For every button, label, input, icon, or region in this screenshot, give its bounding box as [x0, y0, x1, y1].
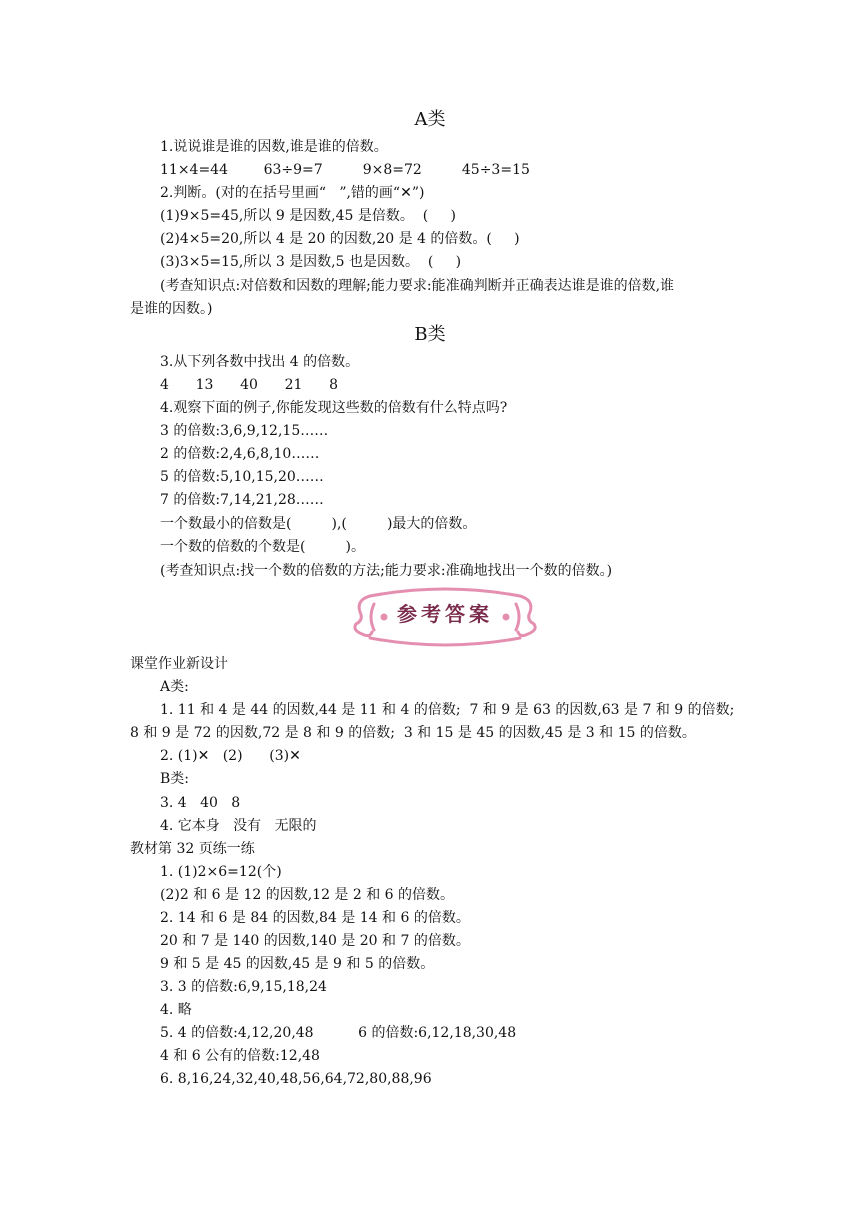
answer-t1-part2: (2)2 和 6 是 12 的因数,12 是 2 和 6 的倍数。: [160, 887, 455, 903]
example-multiples-2: 2 的倍数:2,4,6,8,10……: [160, 446, 320, 462]
question-1: 1.说说谁是谁的因数,谁是谁的倍数。: [160, 139, 388, 155]
answer-key-title: 参考答案: [397, 602, 493, 626]
answer-t6: 6. 8,16,24,32,40,48,56,64,72,80,88,96: [160, 1071, 432, 1087]
knowledge-note-1-cont: 是谁的因数。): [130, 301, 213, 317]
question-4: 4.观察下面的例子,你能发现这些数的倍数有什么特点吗?: [160, 400, 508, 416]
section-b-heading: B类: [414, 324, 446, 345]
answers-b-label: B类:: [160, 771, 190, 787]
question-3-numbers: 4 13 40 21 8: [160, 377, 339, 393]
answer-a1-cont: 8 和 9 是 72 的因数,72 是 8 和 9 的倍数; 3 和 15 是 45 的因数,45 是 3 和 15 的倍数。: [130, 725, 696, 741]
example-multiples-3: 3 的倍数:3,6,9,12,15……: [160, 423, 329, 439]
answers-title-classwork: 课堂作业新设计: [130, 656, 228, 672]
answer-t2-c: 9 和 5 是 45 的因数,45 是 9 和 5 的倍数。: [160, 956, 435, 972]
question-2-item-3: (3)3×5=15,所以 3 是因数,5 也是因数。 ( ): [160, 254, 462, 270]
answer-t2-b: 20 和 7 是 140 的因数,140 是 20 和 7 的倍数。: [160, 933, 470, 949]
fill-blank-1: 一个数最小的倍数是( ),( )最大的倍数。: [160, 516, 477, 532]
question-3: 3.从下列各数中找出 4 的倍数。: [160, 354, 360, 370]
answer-t2: 2. 14 和 6 是 84 的因数,84 是 14 和 6 的倍数。: [160, 910, 470, 926]
answer-t4: 4. 略: [160, 1002, 192, 1018]
question-2-item-2: (2)4×5=20,所以 4 是 20 的因数,20 是 4 的倍数。( ): [160, 231, 520, 247]
knowledge-note-1: (考查知识点:对倍数和因数的理解;能力要求:能准确判断并正确表达谁是谁的倍数,谁: [160, 278, 675, 294]
answer-t3: 3. 3 的倍数:6,9,15,18,24: [160, 979, 327, 995]
answer-a2: 2. (1)✕ (2) (3)✕: [160, 748, 301, 764]
answer-b3: 3. 4 40 8: [160, 795, 241, 811]
answer-key-badge: [350, 584, 540, 650]
section-a-heading: A类: [414, 109, 446, 130]
knowledge-note-2: (考查知识点:找一个数的倍数的方法;能力要求:准确地找出一个数的倍数。): [160, 563, 613, 579]
example-multiples-5: 5 的倍数:5,10,15,20……: [160, 469, 324, 485]
answer-t1: 1. (1)2×6=12(个): [160, 864, 282, 880]
question-2-item-1: (1)9×5=45,所以 9 是因数,45 是倍数。 ( ): [160, 208, 456, 224]
answer-t5-b: 4 和 6 公有的倍数:12,48: [160, 1048, 320, 1064]
answers-a-label: A类:: [160, 679, 189, 695]
example-multiples-7: 7 的倍数:7,14,21,28……: [160, 492, 324, 508]
answer-t5: 5. 4 的倍数:4,12,20,48 6 的倍数:6,12,18,30,48: [160, 1025, 517, 1041]
question-2: 2.判断。(对的在括号里画“ ”,错的画“✕”): [160, 185, 425, 201]
fill-blank-2: 一个数的倍数的个数是( )。: [160, 539, 365, 555]
answer-b4: 4. 它本身 没有 无限的: [160, 818, 317, 834]
question-1-equations: 11×4=44 63÷9=7 9×8=72 45÷3=15: [160, 162, 530, 178]
answers-title-textbook: 教材第 32 页练一练: [130, 841, 255, 857]
answer-a1: 1. 11 和 4 是 44 的因数,44 是 11 和 4 的倍数; 7 和 9 是 63 的因数,63 是 7 和 9 的倍数;: [160, 702, 735, 718]
